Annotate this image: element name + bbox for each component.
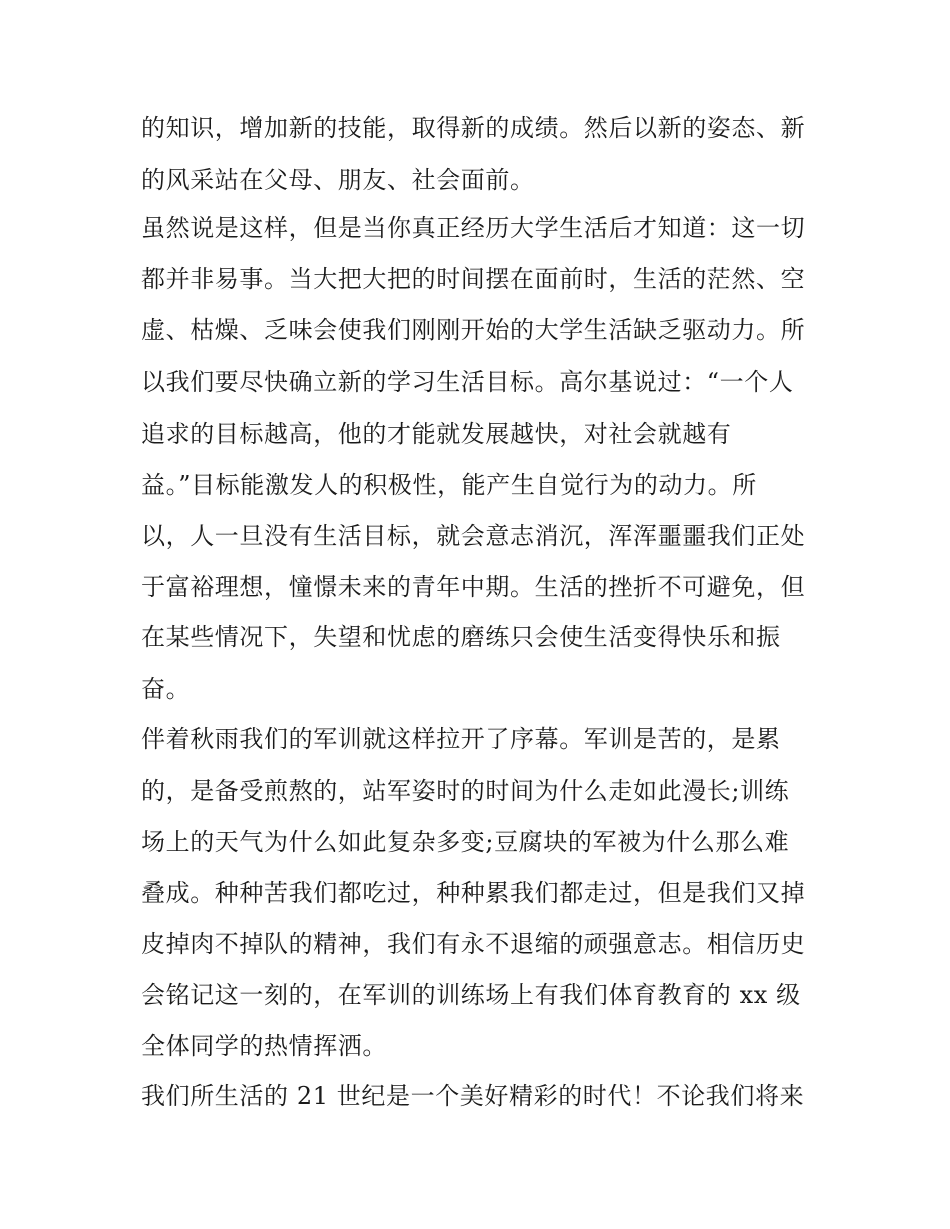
text-line: 叠成。种种苦我们都吃过，种种累我们都走过，但是我们又掉 (141, 879, 806, 907)
text-line: 虽然说是这样，但是当你真正经历大学生活后才知道：这一切 (141, 214, 806, 242)
text-line: 以，人一旦没有生活目标，就会意志消沉，浑浑噩噩我们正处 (141, 522, 806, 550)
text-line: 的风采站在父母、朋友、社会面前。 (141, 166, 535, 194)
text-line: 皮掉肉不掉队的精神，我们有永不退缩的顽强意志。相信历史 (141, 930, 806, 958)
text-line: 于富裕理想，憧憬未来的青年中期。生活的挫折不可避免，但 (141, 573, 806, 601)
text-line: 都并非易事。当大把大把的时间摆在面前时，生活的茫然、空 (141, 265, 806, 293)
text-line: 虚、枯燥、乏味会使我们刚刚开始的大学生活缺乏驱动力。所 (141, 316, 806, 344)
text-line: 奋。 (141, 675, 191, 703)
text-line: 场上的天气为什么如此复杂多变;豆腐块的军被为什么那么难 (141, 828, 790, 856)
text-line: 在某些情况下，失望和忧虑的磨练只会使生活变得快乐和振 (141, 623, 781, 651)
text-line: 全体同学的热情挥洒。 (141, 1032, 387, 1060)
text-line: 的知识，增加新的技能，取得新的成绩。然后以新的姿态、新 (141, 114, 806, 142)
text-line: 益。”目标能激发人的积极性，能产生自觉行为的动力。所 (141, 471, 757, 499)
text-line: 我们所生活的 21 世纪是一个美好精彩的时代！不论我们将来 (141, 1082, 805, 1110)
text-line: 伴着秋雨我们的军训就这样拉开了序幕。军训是苦的，是累 (141, 725, 781, 753)
text-line: 的，是备受煎熬的，站军姿时的时间为什么走如此漫长;训练 (141, 777, 790, 805)
text-line: 追求的目标越高，他的才能就发展越快，对社会就越有 (141, 420, 732, 448)
text-line: 以我们要尽快确立新的学习生活目标。高尔基说过：“一个人 (141, 368, 794, 396)
text-line: 会铭记这一刻的，在军训的训练场上有我们体育教育的 xx 级 (141, 981, 801, 1009)
